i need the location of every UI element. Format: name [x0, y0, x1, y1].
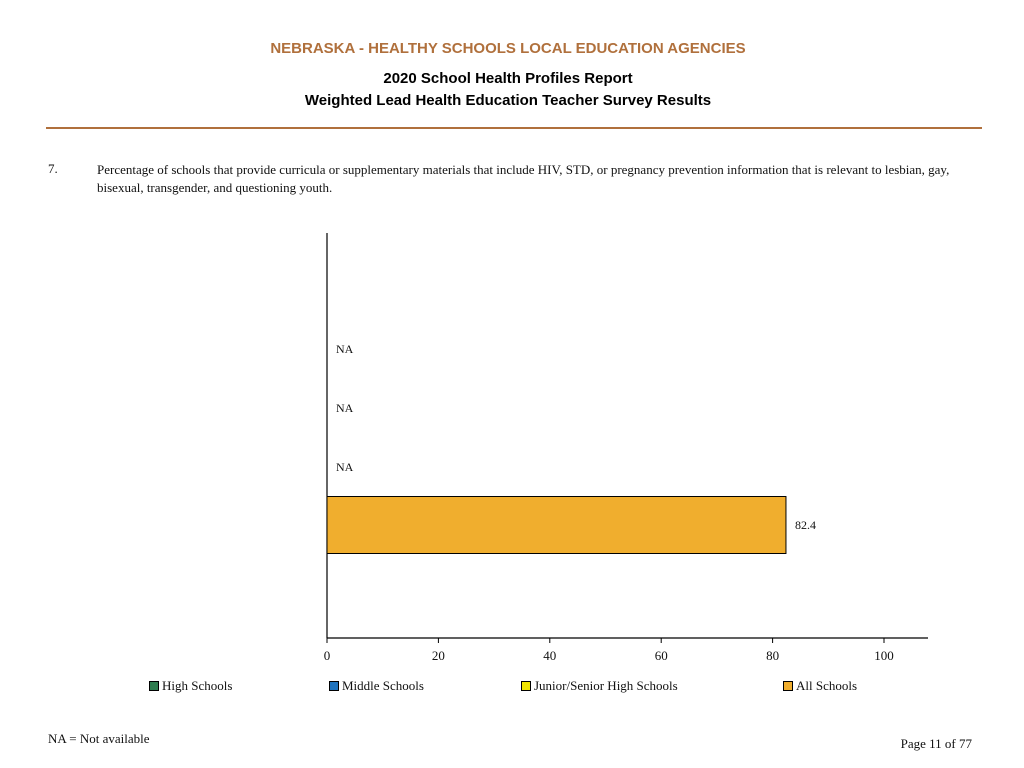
page-number: Page 11 of 77	[900, 736, 972, 751]
legend-swatch	[329, 681, 339, 691]
report-survey-name: Weighted Lead Health Education Teacher Survey Results	[304, 92, 712, 109]
x-tick-label: 60	[654, 648, 668, 663]
report-title: NEBRASKA - HEALTHY SCHOOLS LOCAL EDUCATION AGENCIES	[270, 40, 746, 57]
x-tick-label: 100	[874, 648, 894, 663]
legend-label: All Schools	[796, 678, 858, 693]
legend-item	[783, 678, 857, 694]
question-number: 7.	[48, 161, 58, 176]
report-subtitle: 2020 School Health Profiles Report	[383, 70, 633, 87]
legend-swatch	[521, 681, 531, 691]
na-footnote: NA = Not available	[48, 731, 150, 746]
legend-swatch	[783, 681, 793, 691]
bar	[327, 497, 786, 554]
x-tick-label: 0	[323, 648, 331, 663]
legend-label: High Schools	[162, 678, 233, 693]
bar-value-label: 82.4	[794, 518, 816, 532]
legend-item	[521, 678, 678, 694]
legend-item	[149, 678, 232, 694]
bar-value-label: NA	[336, 460, 354, 474]
chart-legend	[0, 678, 1024, 696]
x-tick-label: 80	[766, 648, 780, 663]
legend-swatch	[149, 681, 159, 691]
legend-label: Junior/Senior High Schools	[534, 678, 678, 693]
legend-label: Middle Schools	[342, 678, 424, 693]
x-tick-label: 40	[543, 648, 557, 663]
bar-value-label: NA	[336, 342, 354, 356]
legend-item	[329, 678, 424, 694]
question-text: Percentage of schools that provide curricula or supplementary materials that include HIV, STD, or pregnancy prevention information that is relevant to lesbian, gay, bisexual, transgender, and questioning youth.	[97, 162, 950, 195]
bar-value-label: NA	[336, 401, 354, 415]
x-tick-label: 20	[431, 648, 445, 663]
